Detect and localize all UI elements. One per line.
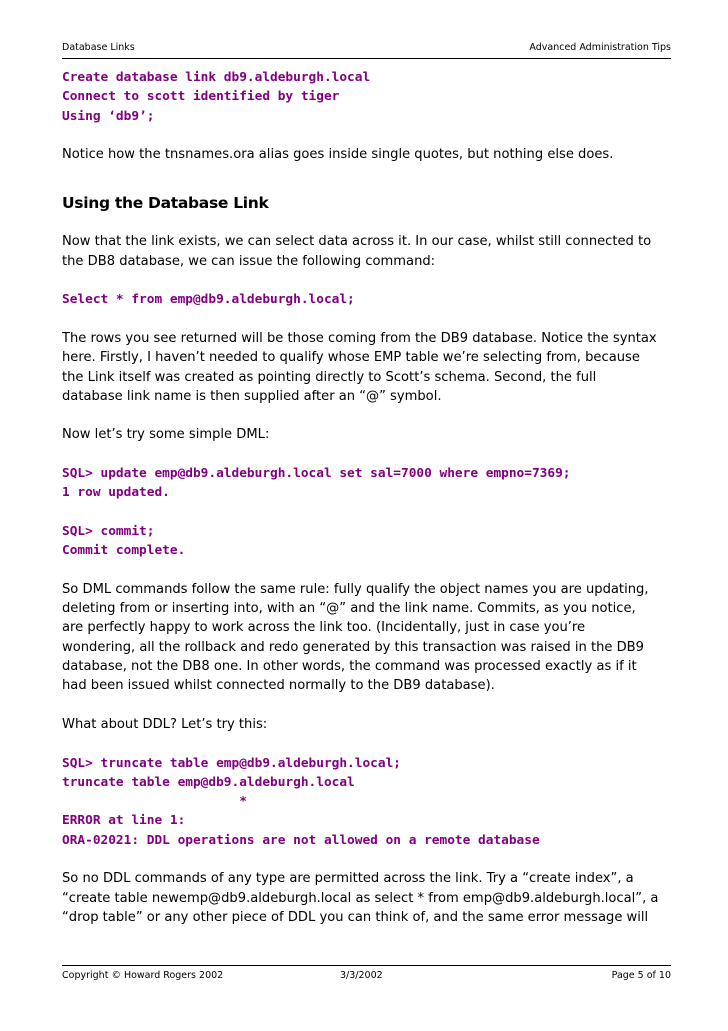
header-left-title: Database Links <box>62 42 135 53</box>
footer-date: 3/3/2002 <box>340 970 383 981</box>
code-block-select <box>62 290 672 309</box>
paragraph-tnsnames-note <box>62 145 672 164</box>
code-line: Connect to scott identified by tiger <box>62 89 340 105</box>
code-line: SQL> commit; <box>62 523 155 539</box>
code-line: Create database link db9.aldeburgh.local <box>62 70 371 85</box>
code-block-update <box>62 464 672 503</box>
paragraph-dml-rule <box>62 580 672 696</box>
page-header <box>62 42 671 58</box>
paragraph-text: What about DDL? Let’s try this: <box>62 716 268 732</box>
header-right-title: Advanced Administration Tips <box>529 42 671 53</box>
code-line: SQL> truncate table emp@db9.aldeburgh.local; <box>62 755 401 771</box>
paragraph-link-exists <box>62 232 672 271</box>
text-line: wondering, all the rollback and redo generated by this transaction was raised in the DB9 <box>62 639 645 655</box>
paragraph-rows-returned <box>62 329 672 406</box>
text-line: The rows you see returned will be those coming from the DB9 database. Notice the syntax <box>62 330 657 346</box>
code-line: * <box>62 794 247 810</box>
text-line: So no DDL commands of any type are permitted across the link. Try a “create index”, a <box>62 871 634 887</box>
text-line: here. Firstly, I haven’t needed to qualify whose EMP table we’re selecting from, because <box>62 350 640 366</box>
text-line: Now that the link exists, we can select data across it. In our case, whilst still connected to <box>62 234 652 250</box>
paragraph-text: Notice how the tnsnames.ora alias goes inside single quotes, but nothing else does. <box>62 147 614 163</box>
text-line: the DB8 database, we can issue the following command: <box>62 253 436 269</box>
paragraph-no-ddl <box>62 869 672 927</box>
paragraph-dml-intro <box>62 425 672 444</box>
text-line: are perfectly happy to work across the link too. (Incidentally, just in case you’re <box>62 620 586 636</box>
text-line: So DML commands follow the same rule: fully qualify the object names you are updating, <box>62 581 649 597</box>
text-line: “drop table” or any other piece of DDL you can think of, and the same error message will <box>62 909 649 925</box>
page-footer <box>62 970 671 986</box>
text-line: “create table newemp@db9.aldeburgh.local as select * from emp@db9.aldeburgh.local”, a <box>62 890 659 906</box>
footer-page-number: Page 5 of 10 <box>611 970 671 981</box>
text-line: database, not the DB8 one. In other words, the command was processed exactly as if it <box>62 659 637 675</box>
footer-divider <box>62 965 671 966</box>
text-line: the Link itself was created as pointing directly to Scott’s schema. Second, the full <box>62 369 597 385</box>
footer-copyright: Copyright © Howard Rogers 2002 <box>62 970 224 981</box>
text-line: database link name is then supplied after an “@” symbol. <box>62 388 442 404</box>
code-block-commit <box>62 522 672 561</box>
code-line: 1 row updated. <box>62 485 170 501</box>
text-line: deleting from or inserting into, with an “@” and the link name. Commits, as you notice, <box>62 601 636 617</box>
code-line: SQL> update emp@db9.aldeburgh.local set sal=7000 where empno=7369; <box>62 466 571 482</box>
code-line: Commit complete. <box>62 543 186 559</box>
paragraph-text: Now let’s try some simple DML: <box>62 427 270 443</box>
paragraph-ddl-intro <box>62 715 672 734</box>
code-block-create-link <box>62 68 672 126</box>
text-line: had been issued whilst connected normally to the DB9 database). <box>62 678 495 694</box>
page-body <box>62 68 672 927</box>
code-line: ERROR at line 1: <box>62 813 186 829</box>
code-block-truncate <box>62 754 672 850</box>
code-line: Select * from emp@db9.aldeburgh.local; <box>62 292 355 308</box>
section-heading: Using the Database Link <box>62 194 269 213</box>
header-divider <box>62 58 671 59</box>
code-line: Using ‘db9’; <box>62 108 155 124</box>
code-line: truncate table emp@db9.aldeburgh.local <box>62 774 355 790</box>
code-line: ORA-02021: DDL operations are not allowed on a remote database <box>62 832 540 848</box>
